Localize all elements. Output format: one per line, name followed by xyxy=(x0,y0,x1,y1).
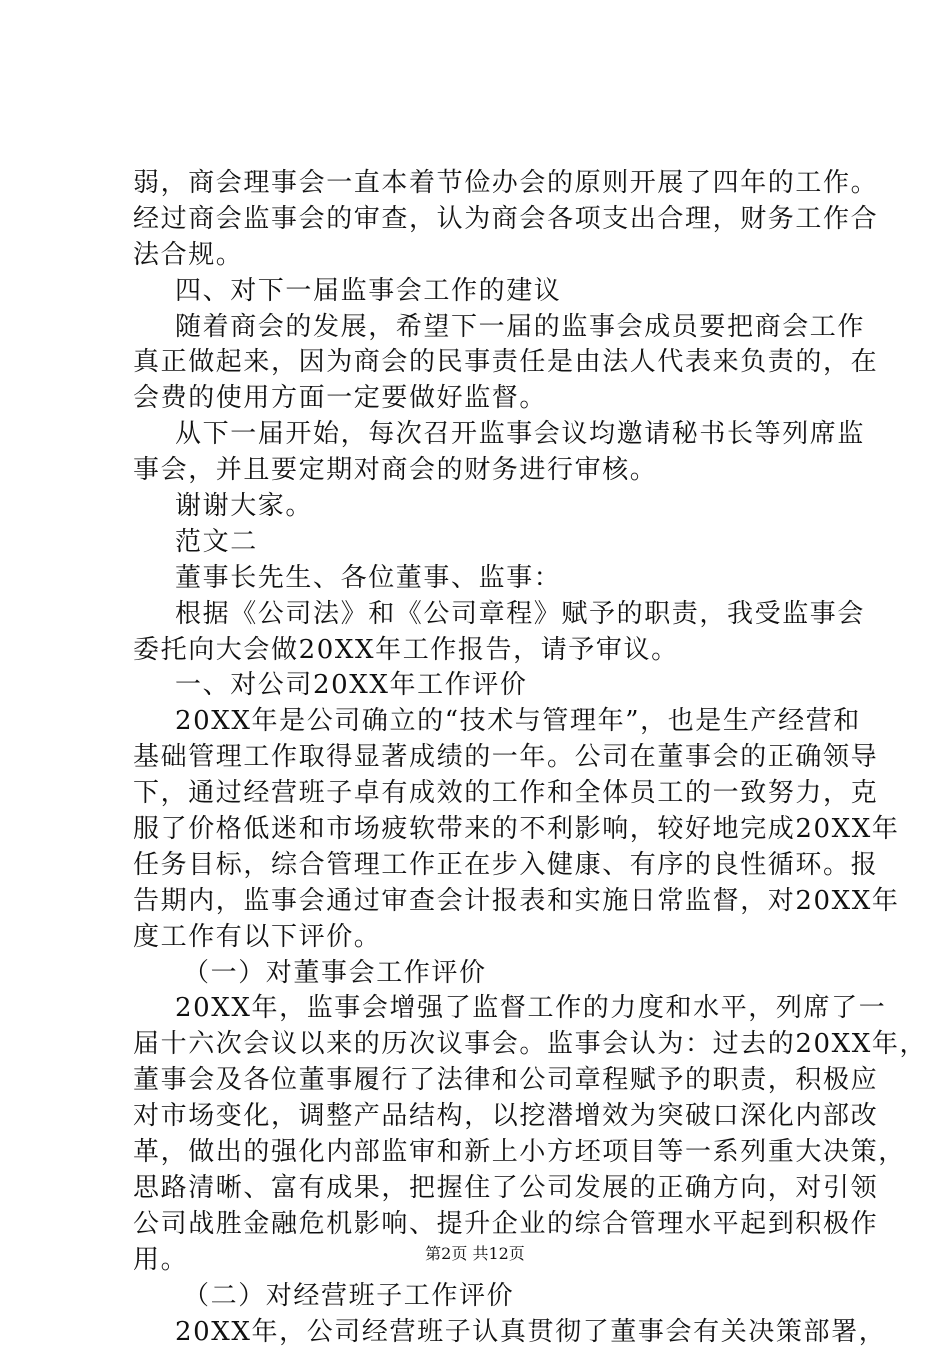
text-line: 革，做出的强化内部监审和新上小方坯项目等一系列重大决策， xyxy=(133,1135,833,1171)
text-line: 20XX年，监事会增强了监督工作的力度和水平，列席了一 xyxy=(133,991,833,1027)
text-line: 董事会及各位董事履行了法律和公司章程赋予的职责，积极应 xyxy=(133,1063,833,1099)
text-line: 谢谢大家。 xyxy=(133,489,833,525)
text-line: 事会，并且要定期对商会的财务进行审核。 xyxy=(133,453,833,489)
page-number-footer: 第2页 共12页 xyxy=(0,1244,950,1264)
text-line: 董事长先生、各位董事、监事： xyxy=(133,561,833,597)
text-line: 用。 xyxy=(133,1243,833,1279)
text-line: 弱，商会理事会一直本着节俭办会的原则开展了四年的工作。 xyxy=(133,166,833,202)
text-line: 四、对下一届监事会工作的建议 xyxy=(133,274,833,310)
text-line: 经过商会监事会的审查，认为商会各项支出合理，财务工作合 xyxy=(133,202,833,238)
text-line: 会费的使用方面一定要做好监督。 xyxy=(133,381,833,417)
text-line: 一、对公司20XX年工作评价 xyxy=(133,668,833,704)
text-line: 根据《公司法》和《公司章程》赋予的职责，我受监事会 xyxy=(133,597,833,633)
text-line: 告期内，监事会通过审查会计报表和实施日常监督，对20XX年 xyxy=(133,884,833,920)
text-line: （一）对董事会工作评价 xyxy=(133,956,833,992)
text-line: 下，通过经营班子卓有成效的工作和全体员工的一致努力，克 xyxy=(133,776,833,812)
text-line: 范文二 xyxy=(133,525,833,561)
text-line: 对市场变化，调整产品结构，以挖潜增效为突破口深化内部改 xyxy=(133,1099,833,1135)
text-line: 委托向大会做20XX年工作报告，请予审议。 xyxy=(133,633,833,669)
text-line: 服了价格低迷和市场疲软带来的不利影响，较好地完成20XX年 xyxy=(133,812,833,848)
text-line: 度工作有以下评价。 xyxy=(133,920,833,956)
text-line: 届十六次会议以来的历次议事会。监事会认为：过去的20XX年， xyxy=(133,1027,833,1063)
document-body xyxy=(133,166,833,1350)
text-line: 基础管理工作取得显著成绩的一年。公司在董事会的正确领导 xyxy=(133,740,833,776)
text-line: 公司战胜金融危机影响、提升企业的综合管理水平起到积极作 xyxy=(133,1207,833,1243)
text-line: 法合规。 xyxy=(133,238,833,274)
text-line: 思路清晰、富有成果，把握住了公司发展的正确方向，对引领 xyxy=(133,1171,833,1207)
text-line: 任务目标，综合管理工作正在步入健康、有序的良性循环。报 xyxy=(133,848,833,884)
text-line: 随着商会的发展，希望下一届的监事会成员要把商会工作 xyxy=(133,310,833,346)
text-line: 20XX年，公司经营班子认真贯彻了董事会有关决策部署， xyxy=(133,1315,833,1350)
text-line: 20XX年是公司确立的“技术与管理年”，也是生产经营和 xyxy=(133,704,833,740)
text-line: 从下一届开始，每次召开监事会议均邀请秘书长等列席监 xyxy=(133,417,833,453)
text-line: 真正做起来，因为商会的民事责任是由法人代表来负责的，在 xyxy=(133,345,833,381)
text-line: （二）对经营班子工作评价 xyxy=(133,1279,833,1315)
